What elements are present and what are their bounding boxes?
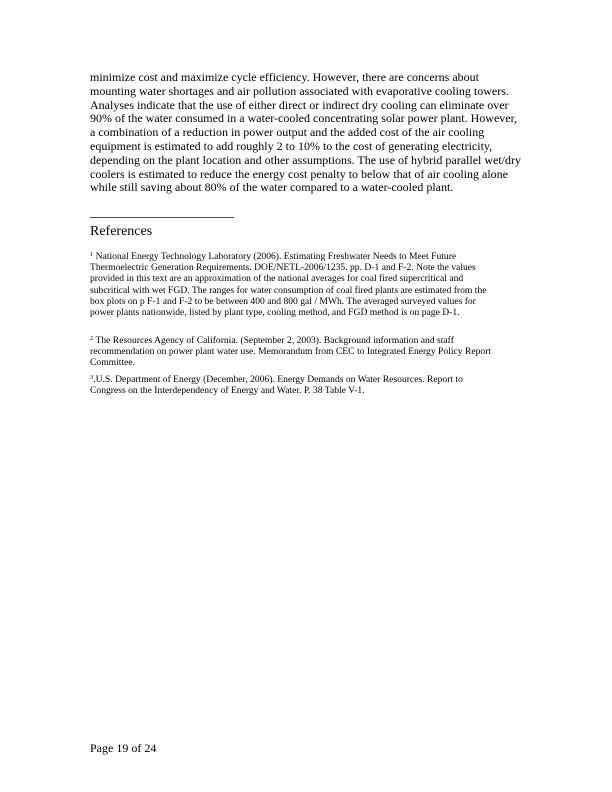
reference-line: recommendation on power plant water use. Memorandum from CEC to Integrated Energy Policy Report [90, 346, 492, 358]
reference-marker: 1 [90, 251, 94, 258]
body-line: mounting water shortages and air pollution associated with evaporative cooling towers. [90, 83, 509, 98]
body-line: equipment is estimated to add roughly 2 to 10% to the cost of generating electricity, [90, 138, 493, 153]
reference-line: $^1$ National Energy Technology Laboratory (2006). Estimating Freshwater Needs to Meet Future [90, 251, 457, 262]
reference-line: provided in this text are an approximation of the national averages for coal fired supercritical and [90, 273, 464, 285]
body-paragraph [90, 71, 530, 195]
body-line: while still saving about 80% of the water compared to a water-cooled plant. [90, 180, 454, 195]
reference-line: Thermoelectric Generation Requirements. DOE/NETL-2006/1235. pp. D-1 and F-2. Note the values [90, 262, 476, 274]
reference-line: power plants nationwide, listed by plant type, cooling method, and FGD method is on page D-1. [90, 307, 460, 319]
body-line: minimize cost and maximize cycle efficiency. However, there are concerns about [90, 70, 480, 84]
reference-line: $^2$ The Resources Agency of California. (September 2, 2003). Background information and staff [90, 335, 454, 346]
reference-item-3 [90, 374, 520, 396]
reference-line: $^3$.U.S. Department of Energy (December, 2006). Energy Demands on Water Resources. Report to [90, 374, 463, 385]
page-number: Page 19 of 24 [90, 741, 157, 755]
reference-marker: 3 [90, 374, 94, 381]
body-line: depending on the plant location and other assumptions. The use of hybrid parallel wet/dry [90, 152, 522, 167]
reference-line: subcritical with wet FGD. The ranges for water consumption of coal fired plants are estimated from the [90, 284, 487, 296]
reference-line: Committee. [90, 357, 136, 369]
body-line: a combination of a reduction in power output and the added cost of the air cooling [90, 125, 485, 140]
reference-line: box plots on p F-1 and F-2 to be between 400 and 800 gal / MWh. The averaged surveyed values for [90, 295, 476, 307]
reference-item-1 [90, 251, 520, 318]
body-line: coolers is estimated to reduce the energy cost penalty to below that of air cooling alone [90, 166, 508, 181]
references-heading: References [90, 224, 153, 239]
footnote-separator [90, 217, 234, 218]
reference-item-2 [90, 335, 520, 369]
body-line: Analyses indicate that the use of either direct or indirect dry cooling can eliminate over [90, 97, 509, 112]
reference-line: Congress on the Interdependency of Energy and Water. P. 38 Table V-1. [90, 385, 365, 397]
body-line: 90% of the water consumed in a water-cooled concentrating solar power plant. However, [90, 111, 518, 126]
reference-marker: 2 [90, 335, 94, 342]
